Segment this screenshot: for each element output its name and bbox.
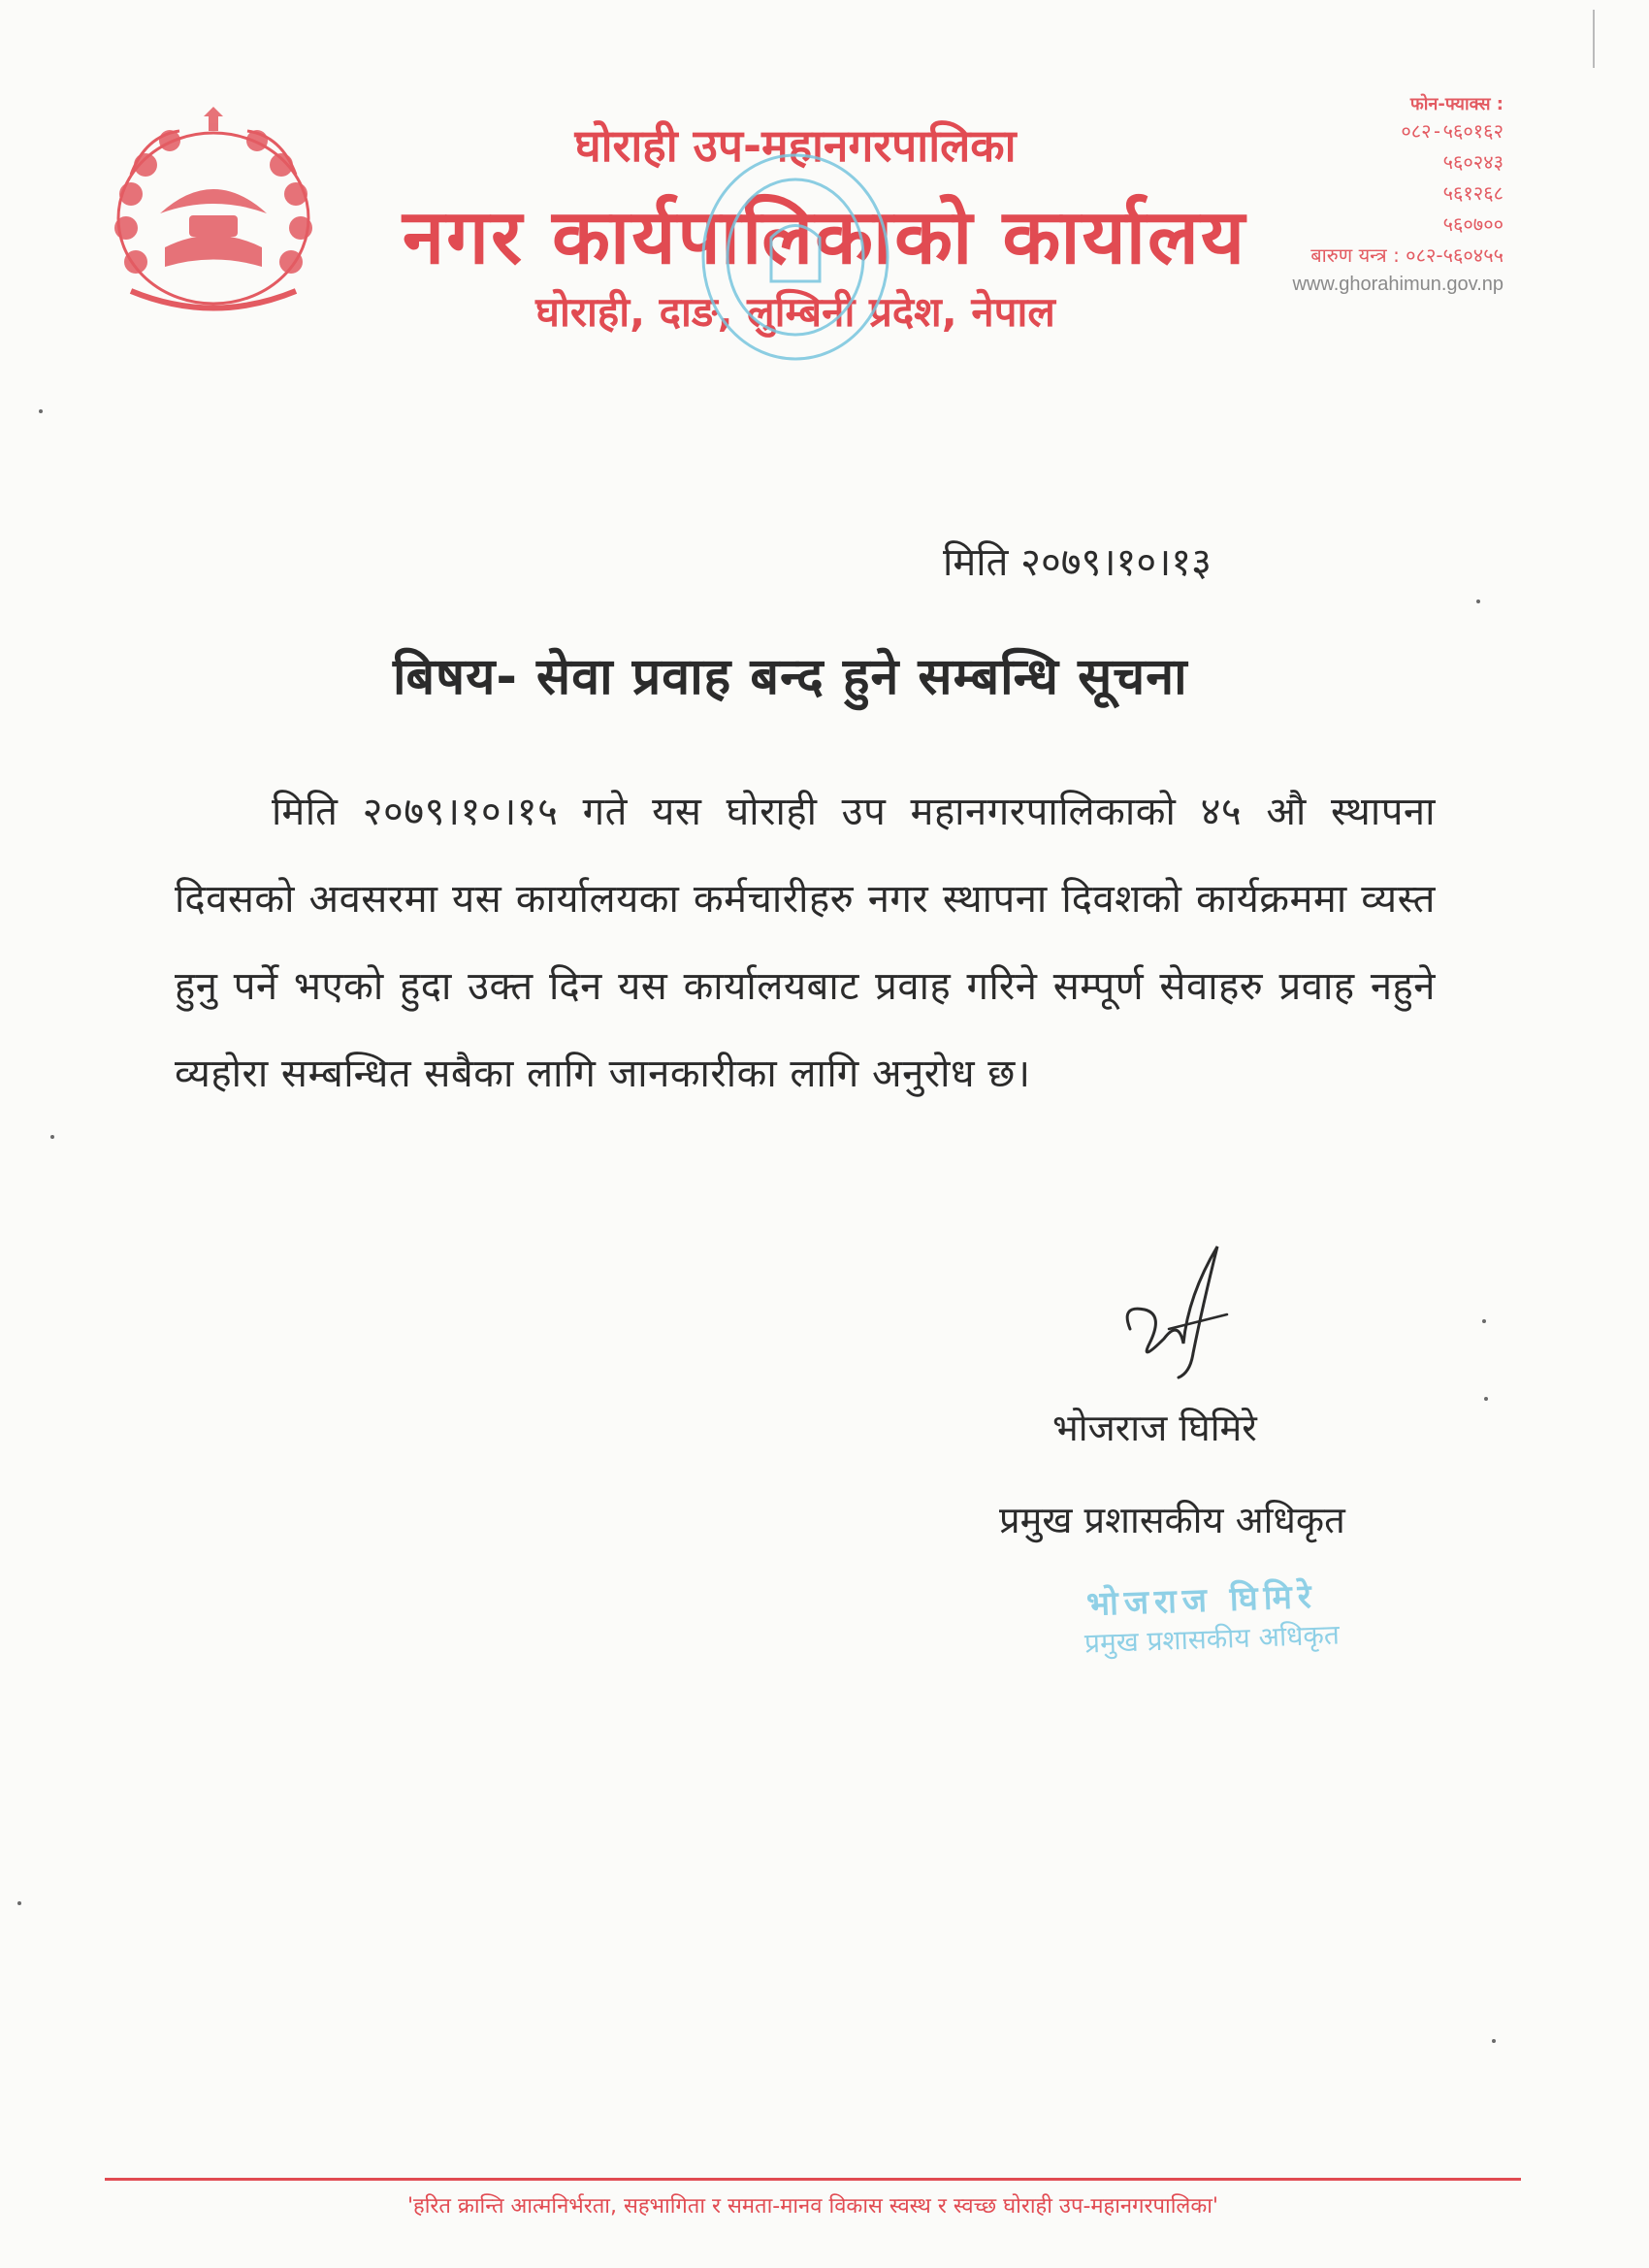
website-link[interactable]: www.ghorahimun.gov.np [1292,274,1504,295]
office-address: घोराही, दाङ, लुम्बिनी प्रदेश, नेपाल [535,288,1055,336]
stamp-name: भोजराज घिमिरे [1085,1576,1318,1625]
fire-brigade-number: बारुण यन्त्र : ०८२-५६०४५५ [1310,243,1504,267]
footer-slogan: 'हरित क्रान्ति आत्मनिर्भरता, सहभागिता र समता-मानव विकास स्वस्थ र स्वच्छ घोराही उप-महानगरपालिका' [407,2194,1218,2219]
contact-block [1292,92,1504,296]
handwritten-signature-icon [1111,1237,1246,1382]
scan-speck [1484,1397,1488,1401]
scan-speck [17,1901,21,1905]
signatory-designation: प्रमुख प्रशासकीय अधिकृत [999,1499,1345,1541]
notice-body: मिति २०७९।१०।१५ गते यस घोराही उप महानगरपालिकाको ४५ औ स्थापना दिवसको अवसरमा यस कार्यालयका कर्मचारीहरु नगर स्थापना दिवशको कार्यक्रममा व्यस्त हुनु पर्ने भएको हुदा उक्त दिन यस कार्यालयबाट प्रवाह गरिने सम्पूर्ण सेवाहरु प्रवाह नहुने व्यहोरा सम्बन्धित सबैका लागि जानकारीका लागि अनुरोध छ। [175,790,1436,1096]
nepal-coat-of-arms-icon [92,107,335,325]
phone-number: ५६०२४३ [1442,150,1504,174]
scan-speck [1482,1319,1486,1323]
phone-number: ५६०७०० [1442,212,1504,236]
notice-subject: बिषय- सेवा प्रवाह बन्द हुने सम्बन्धि सूचना [393,648,1188,706]
municipal-seal-stamp-icon [694,146,897,369]
stamp-designation: प्रमुख प्रशासकीय अधिकृत [1083,1618,1341,1660]
scan-speck [1476,599,1480,603]
notice-date: मिति २०७९।१०।१३ [943,540,1212,585]
scan-speck [39,409,43,413]
phone-number: ०८२-५६०१६२ [1401,119,1504,143]
signatory-name: भोजराज घिमिरे [1052,1407,1257,1449]
phone-fax-label: फोन-फ्याक्स : [1409,94,1504,114]
phone-number: ५६१२६८ [1442,181,1504,205]
scan-speck [50,1135,54,1139]
municipality-name: घोराही उप-महानगरपालिका [574,119,1017,172]
office-name: नगर कार्यपालिकाको कार्यालय [402,194,1247,281]
scan-edge-mark [1593,10,1595,68]
footer-rule [105,2178,1521,2181]
scan-speck [1492,2039,1496,2043]
